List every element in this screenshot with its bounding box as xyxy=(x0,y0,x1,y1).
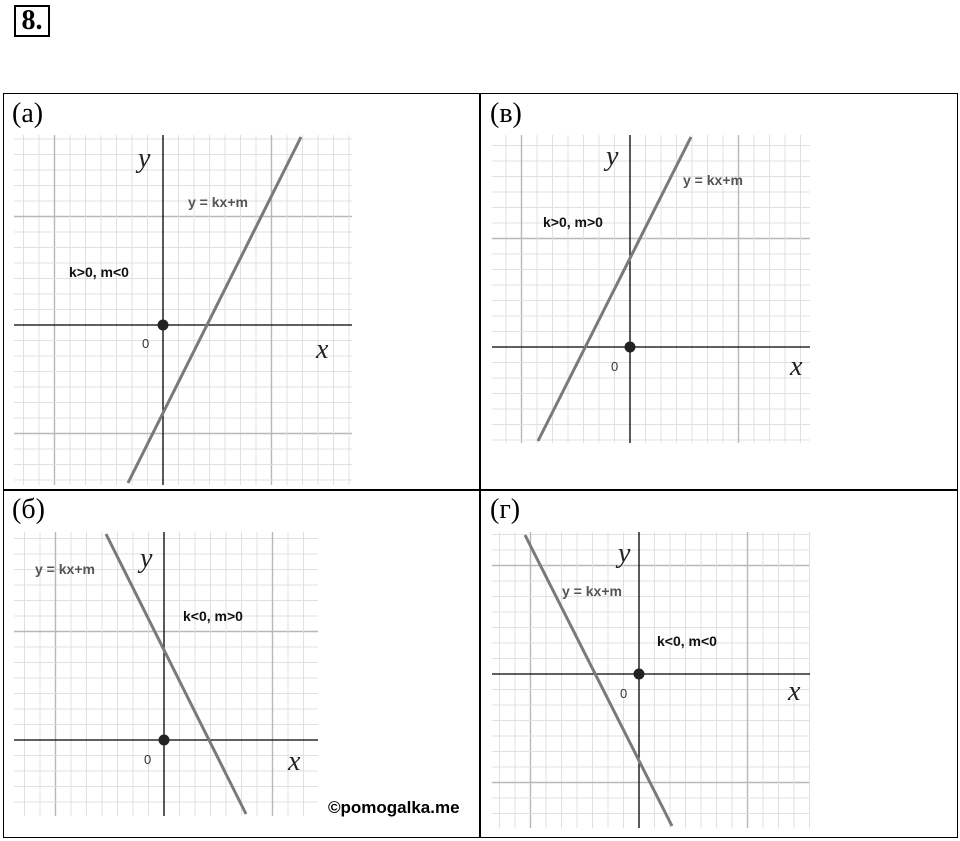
condition-label: k<0, m<0 xyxy=(657,633,717,649)
grid-lines xyxy=(14,135,352,485)
y-axis-label: y xyxy=(138,143,151,174)
panel-label-a: (а) xyxy=(12,98,44,129)
horizontal-divider xyxy=(3,489,958,491)
condition-label: k>0, m<0 xyxy=(69,264,129,280)
line-formula: y = kx+m xyxy=(35,561,95,577)
graph-a xyxy=(14,135,352,485)
line-formula: y = kx+m xyxy=(188,194,248,210)
y-axis-label: y xyxy=(140,543,153,574)
graph-g xyxy=(492,532,810,828)
origin-dot xyxy=(625,342,636,353)
line-formula: y = kx+m xyxy=(683,172,743,188)
x-axis-label: x xyxy=(288,746,301,777)
condition-label: k<0, m>0 xyxy=(183,608,243,624)
panel-label-v: (в) xyxy=(490,98,522,129)
origin-dot xyxy=(158,320,169,331)
y-axis-label: y xyxy=(606,141,619,172)
x-axis-label: x xyxy=(788,676,801,707)
origin-label: 0 xyxy=(611,359,619,374)
problem-number: 8. xyxy=(14,5,50,37)
graph-b xyxy=(14,532,318,816)
origin-label: 0 xyxy=(620,686,628,701)
origin-label: 0 xyxy=(144,752,152,767)
x-axis-label: x xyxy=(790,351,803,382)
panel-label-g: (г) xyxy=(490,494,521,525)
y-axis-label: y xyxy=(618,538,631,569)
grid-lines xyxy=(492,135,810,443)
graph-v xyxy=(492,135,810,443)
origin-dot xyxy=(634,669,645,680)
panel-label-b: (б) xyxy=(12,494,45,525)
origin-label: 0 xyxy=(142,336,150,351)
line-formula: y = kx+m xyxy=(562,583,622,599)
graph-line xyxy=(106,534,246,814)
origin-dot xyxy=(159,735,170,746)
watermark: ©pomogalka.me xyxy=(328,798,460,817)
vertical-divider xyxy=(479,93,481,838)
x-axis-label: x xyxy=(316,334,329,365)
condition-label: k>0, m>0 xyxy=(543,214,603,230)
